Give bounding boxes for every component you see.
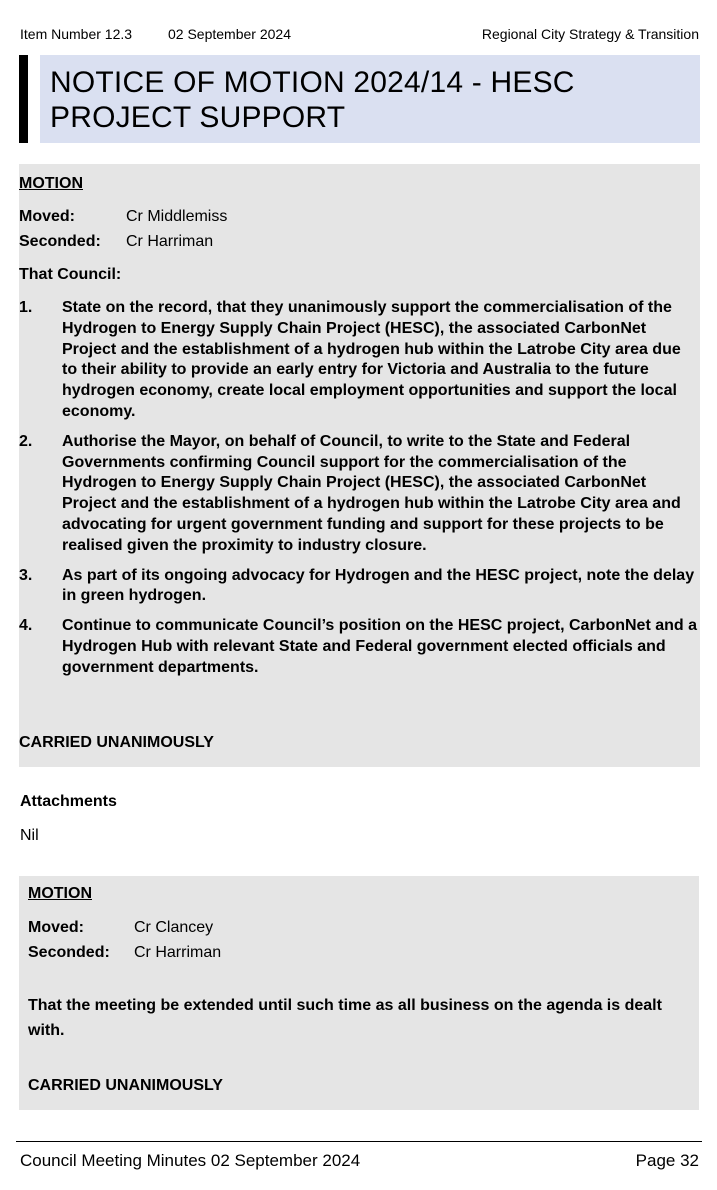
title-line-1: NOTICE OF MOTION 2024/14 - HESC: [50, 66, 575, 99]
footer-document-title: Council Meeting Minutes 02 September 2024: [20, 1151, 361, 1170]
footer-divider: [16, 1141, 702, 1142]
item-number-label: 1.: [19, 299, 33, 316]
resolution-item: [19, 432, 700, 557]
item-number-label: 3.: [19, 566, 33, 584]
item-text: State on the record, that they unanimously support the commercialisation of the Hydrogen to Energy Supply Chain Project (HESC), the associated CarbonNet Project and the establishment of a hydrogen hub within the Latrobe City area due to their ability to provide an early entry for Victoria and Australia to the future hydrogen economy, create local employment opportunities and support the local economy.: [62, 299, 681, 420]
seconded-value: Cr Harriman: [126, 233, 214, 250]
motion-panel-1: [19, 164, 700, 767]
motion-result: CARRIED UNANIMOUSLY: [28, 1077, 223, 1094]
item-number-label: 4.: [19, 617, 33, 635]
page-title: [40, 55, 700, 143]
resolution-item: [19, 566, 700, 608]
motion-panel-2: [19, 876, 699, 1110]
moved-value: Cr Clancey: [134, 919, 214, 936]
moved-label: Moved:: [28, 919, 84, 936]
title-line-2: PROJECT SUPPORT: [50, 101, 346, 134]
item-number-label: 2.: [19, 432, 33, 450]
moved-value: Cr Middlemiss: [126, 208, 228, 225]
motion-heading: MOTION: [19, 175, 83, 192]
title-accent-bar: [19, 55, 28, 143]
seconded-label: Seconded:: [28, 944, 110, 961]
page-header: [20, 26, 699, 44]
moved-label: Moved:: [19, 208, 75, 225]
resolution-item: [19, 616, 700, 678]
meeting-date: 02 September 2024: [168, 26, 291, 42]
seconded-label: Seconded:: [19, 233, 101, 250]
item-text: Authorise the Mayor, on behalf of Council, to write to the State and Federal Governments confirming Council support for the commercialisation of the Hydrogen to Energy Supply Chain Project (HESC), the associated CarbonNet Project and the establishment of a hydrogen hub within the Latrobe City area and advocating for urgent government funding and support for these projects to be realised given the proximity to industry closure.: [62, 432, 681, 554]
seconded-value: Cr Harriman: [134, 944, 222, 961]
item-number: Item Number 12.3: [20, 26, 133, 42]
motion-result: CARRIED UNANIMOUSLY: [19, 734, 214, 751]
item-text: As part of its ongoing advocacy for Hydrogen and the HESC project, note the delay in green hydrogen.: [62, 566, 695, 605]
item-text: Continue to communicate Council’s position on the HESC project, CarbonNet and a Hydrogen Hub with relevant State and Federal government elected officials and government departments.: [62, 617, 697, 676]
motion-resolution: That the meeting be extended until such time as all business on the agenda is dealt with.: [28, 997, 662, 1039]
department-name: Regional City Strategy & Transition: [481, 26, 699, 42]
page-number: Page 32: [635, 1151, 699, 1170]
motion-heading: MOTION: [28, 885, 92, 902]
resolution-list: [19, 298, 700, 688]
motion-intro: That Council:: [19, 266, 122, 283]
attachments-value: Nil: [20, 827, 39, 844]
resolution-item: [19, 298, 700, 423]
attachments-heading: Attachments: [20, 793, 117, 810]
